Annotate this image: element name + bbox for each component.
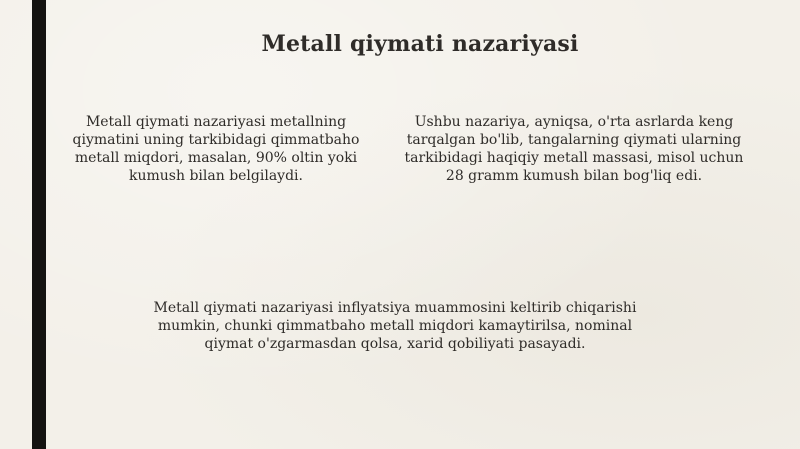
paragraph-right: Ushbu nazariya, ayniqsa, o'rta asrlarda keng tarqalgan bo'lib, tangalarning qiymati ularning tarkibidagi haqiqiy metall massasi, misol uchun 28 gramm kumush bilan bog'liq edi.: [404, 114, 744, 184]
paragraph-left: Metall qiymati nazariyasi metallning qiymatini uning tarkibidagi qimmatbaho metall miqdori, masalan, 90% oltin yoki kumush bilan belgilaydi.: [72, 114, 360, 184]
slide-title: Metall qiymati nazariyasi: [261, 31, 579, 57]
accent-bar: [32, 0, 46, 449]
paragraph-bottom: Metall qiymati nazariyasi inflyatsiya muammosini keltirib chiqarishi mumkin, chunki qimmatbaho metall miqdori kamaytirilsa, nominal qiymat o'zgarmasdan qolsa, xarid qobiliyati pasayadi.: [153, 300, 637, 352]
